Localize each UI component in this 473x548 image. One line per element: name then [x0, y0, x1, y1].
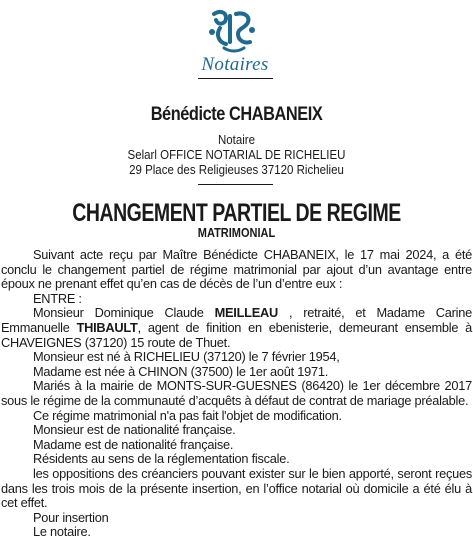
text: , agent de finition en ebenisterie, demeurant ensemble à CHAVEIGNES (37120) 15 route de Thuet.	[1, 319, 472, 350]
paragraph: Mariés à la mairie de MONTS-SUR-GUESNES (86420) le 1er décembre 2017 sous le régime de la communauté d’acquêts à défaut de contrat de mariage préalable.	[1, 378, 472, 408]
paragraph: Suivant acte reçu par Maître Bénédicte CHABANEIX, le 17 mai 2024, a été conclu le changement partiel de régime matrimonial par ajout d’un avantage entre époux ne prenant effet qu’en cas de décès de l’un d’entre eux :	[1, 247, 472, 292]
address-line-1: Notaire	[217, 133, 256, 147]
paragraph: Monsieur est de nationalité française.	[33, 422, 236, 438]
notice-subtitle: MATRIMONIAL	[197, 226, 276, 240]
paragraph	[1, 306, 472, 350]
notice-body	[1, 248, 472, 540]
notice-title: CHANGEMENT PARTIEL DE REGIME	[72, 199, 401, 227]
surname: THIBAULT	[76, 319, 138, 335]
text: , retraité, et Madame Carine Emmanuelle	[1, 305, 472, 335]
paragraph: Ce régime matrimonial n'a pas fait l'objet de modification.	[33, 407, 342, 423]
notaires-emblem-icon	[190, 6, 280, 54]
notaires-logo	[190, 6, 280, 76]
address-line-3: 29 Place des Religieuses 37120 Richelieu	[129, 163, 344, 177]
paragraph: Résidents au sens de la réglementation fiscale.	[33, 451, 290, 467]
paragraph: ENTRE :	[33, 290, 82, 306]
text: Monsieur Dominique Claude	[33, 305, 215, 321]
logo-text: Notaires	[201, 54, 269, 75]
paragraph: Monsieur est né à RICHELIEU (37120) le 7 février 1954,	[33, 349, 340, 365]
paragraph: les oppositions des créanciers pouvant exister sur le bien apporté, seront reçues dans les trois mois de la présente insertion, en l’office notarial où domicile a été élu à cet effet.	[1, 465, 472, 511]
paragraph: Pour insertion	[33, 509, 109, 525]
divider	[198, 184, 273, 185]
paragraph: Madame est de nationalité française.	[33, 436, 234, 452]
paragraph: Madame est née à CHINON (37500) le 1er août 1971.	[33, 363, 329, 379]
paragraph: Le notaire.	[33, 524, 91, 540]
surname: MEILLEAU	[214, 305, 278, 321]
notary-name: Bénédicte CHABANEIX	[150, 104, 323, 125]
address-line-2: Selarl OFFICE NOTARIAL DE RICHELIEU	[127, 148, 346, 162]
divider	[198, 78, 273, 79]
